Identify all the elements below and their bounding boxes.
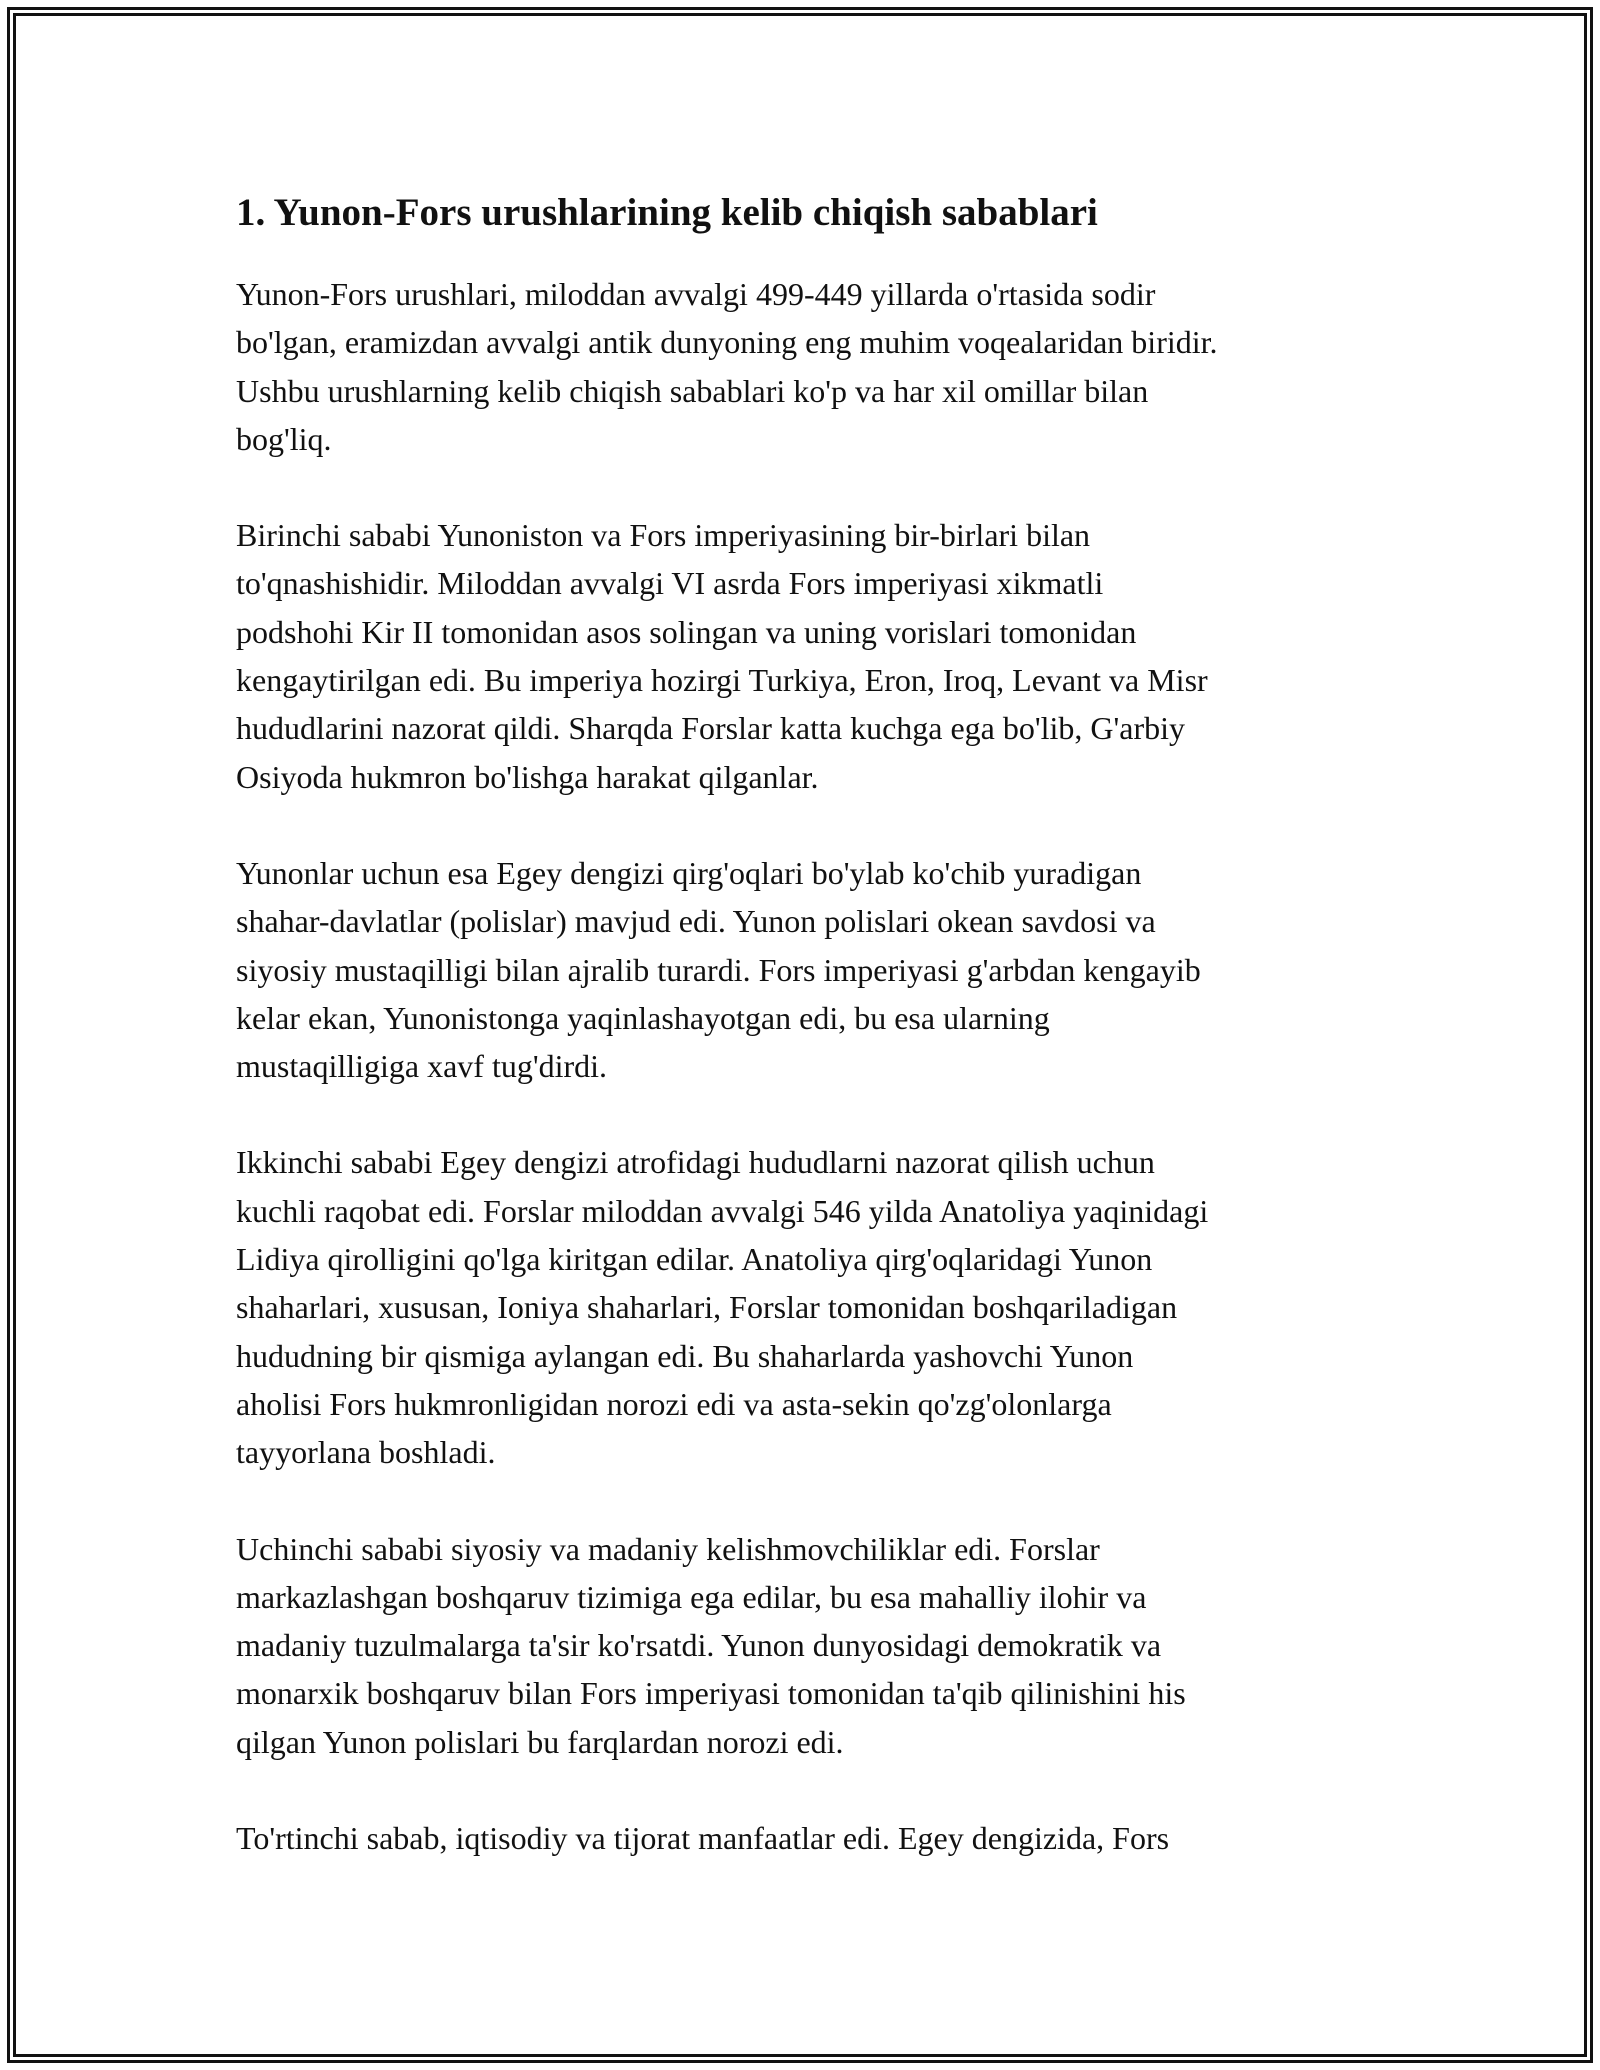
text-line: bo'lgan, eramizdan avvalgi antik dunyoning eng muhim voqealaridan biridir. — [236, 324, 1218, 361]
text-line: mustaqilligiga xavf tug'dirdi. — [236, 1048, 608, 1085]
paragraph-fourth-reason — [236, 1814, 1376, 1862]
text-line: bog'liq. — [236, 420, 332, 457]
text-line: podshohi Kir II tomonidan asos solingan va uning vorislari tomonidan — [236, 613, 1137, 650]
text-line: Ushbu urushlarning kelib chiqish sabablari ko'p va har xil omillar bilan — [236, 372, 1149, 409]
paragraph-first-reason — [236, 511, 1376, 801]
text-line: tayyorlana boshladi. — [236, 1434, 496, 1471]
text-line: Yunonlar uchun esa Egey dengizi qirg'oqlari bo'ylab ko'chib yuradigan — [236, 854, 1142, 891]
text-line: kuchli raqobat edi. Forslar miloddan avvalgi 546 yilda Anatoliya yaqinidagi — [236, 1192, 1209, 1229]
text-line: Uchinchi sababi siyosiy va madaniy kelishmovchiliklar edi. Forslar — [236, 1530, 1100, 1567]
text-line: to'qnashishidir. Miloddan avvalgi VI asrda Fors imperiyasi xikmatli — [236, 565, 1104, 602]
text-line: Osiyoda hukmron bo'lishga harakat qilganlar. — [236, 758, 819, 795]
text-line: madaniy tuzulmalarga ta'sir ko'rsatdi. Yunon dunyosidagi demokratik va — [236, 1627, 1162, 1664]
text-line: Birinchi sababi Yunoniston va Fors imperiyasining bir-birlari bilan — [236, 517, 1091, 554]
text-line: hududlarini nazorat qildi. Sharqda Forslar katta kuchga ega bo'lib, G'arbiy — [236, 710, 1186, 747]
text-line: Yunon-Fors urushlari, miloddan avvalgi 499-449 yillarda o'rtasida sodir — [236, 276, 1156, 312]
text-line: kengaytirilgan edi. Bu imperiya hozirgi Turkiya, Eron, Iroq, Levant va Misr — [236, 662, 1208, 699]
document-title: 1. Yunon-Fors urushlarining kelib chiqish sabablari — [236, 191, 1098, 234]
text-line: kelar ekan, Yunonistonga yaqinlashayotgan edi, bu esa ularning — [236, 999, 1050, 1036]
paragraph-second-reason — [236, 1138, 1376, 1476]
text-line: shaharlari, xususan, Ioniya shaharlari, Forslar tomonidan boshqariladigan — [236, 1289, 1178, 1326]
text-line: Lidiya qirolligini qo'lga kiritgan edilar. Anatoliya qirg'oqlaridagi Yunon — [236, 1241, 1153, 1278]
paragraph-intro — [236, 270, 1376, 463]
text-line: hududning bir qismiga aylangan edi. Bu shaharlarda yashovchi Yunon — [236, 1337, 1134, 1374]
text-line: Ikkinchi sababi Egey dengizi atrofidagi hududlarni nazorat qilish uchun — [236, 1144, 1155, 1181]
text-line: aholisi Fors hukmronligidan norozi edi va asta-sekin qo'zg'olonlarga — [236, 1385, 1112, 1422]
text-line: To'rtinchi sabab, iqtisodiy va tijorat manfaatlar edi. Egey dengizida, Fors — [236, 1820, 1170, 1857]
text-line: qilgan Yunon polislari bu farqlardan norozi edi. — [236, 1723, 844, 1760]
text-line: shahar-davlatlar (polislar) mavjud edi. Yunon polislari okean savdosi va — [236, 903, 1156, 940]
text-line: markazlashgan boshqaruv tizimiga ega edilar, bu esa mahalliy ilohir va — [236, 1578, 1147, 1615]
paragraph-greek-polis — [236, 849, 1376, 1090]
text-line: siyosiy mustaqilligi bilan ajralib turardi. Fors imperiyasi g'arbdan kengayib — [236, 951, 1201, 988]
paragraph-third-reason — [236, 1525, 1376, 1766]
text-line: monarxik boshqaruv bilan Fors imperiyasi tomonidan ta'qib qilinishini his — [236, 1675, 1186, 1712]
document-body — [236, 186, 1376, 1910]
